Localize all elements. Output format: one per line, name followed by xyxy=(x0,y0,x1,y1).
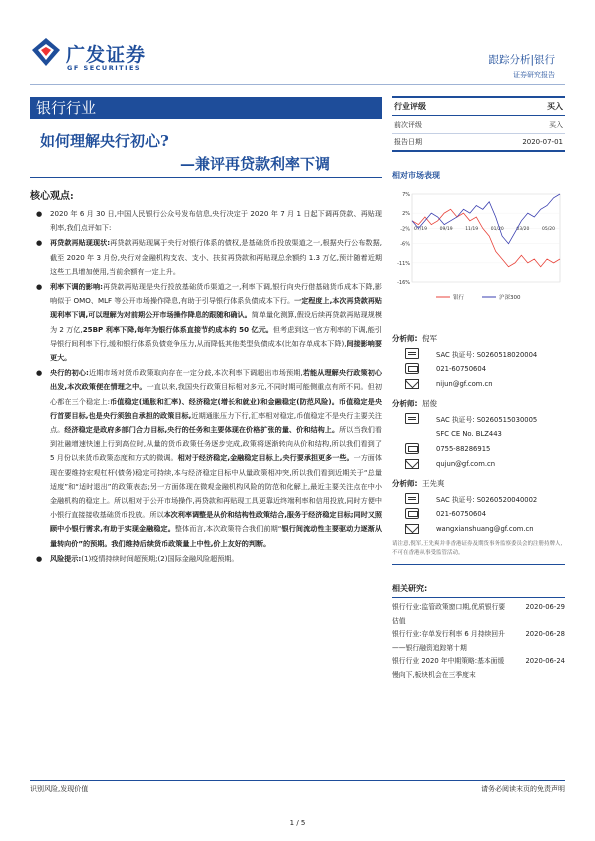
legend-label: 银行 xyxy=(453,295,465,301)
analyst-head xyxy=(392,475,565,491)
id-card-icon xyxy=(402,493,422,505)
mail-icon xyxy=(402,523,422,535)
x-tick-label: 07/19 xyxy=(414,226,427,232)
x-tick-label: 05/20 xyxy=(542,226,555,232)
paragraph-text: 简单量化测算,假设后续再贷款再贴现规模为 2 万亿, xyxy=(50,310,382,334)
paragraph-text: 再贷款再贴现属于央行对银行体系的债权,是基础货币投放渠道之一,根据央行公布数据,截至 2020 年 3 月份,央行对金融机构支农、支小、扶贫再贷款和再贴现总余额约 1.3 万亿,预计随着近期这些工具增加使用,当前余额有一定上升。 xyxy=(50,238,382,276)
paragraph-text: 近期通胀压力下行,汇率相对稳定,币值稳定不是央行主要关注点。 xyxy=(50,410,382,435)
mail-icon xyxy=(402,458,422,470)
related-title: 相关研究: xyxy=(392,583,565,598)
analyst-sac-line xyxy=(392,491,565,506)
phone-icon xyxy=(402,443,422,455)
analyst-email[interactable]: nijun@gf.com.cn xyxy=(436,379,493,388)
analyst-email[interactable]: qujun@gf.com.cn xyxy=(436,459,496,468)
analyst-phone-line xyxy=(392,441,565,456)
rating-row xyxy=(392,116,565,134)
analyst-block xyxy=(392,395,565,471)
analyst-sac-line xyxy=(392,346,565,361)
paragraph-text: 一方面体现在要维持宏观杠杆(债务)稳定可持续,本与经济稳定目标中从量政策相冲突,所以我们看到近期关于“总量适度”和“适时退出”的政策表态;另一方面体现在微观金融机构风险的防范和化解上,最近主要关注点在中小金融机构的稳定上。所以相对于公开市场操作,再贷款和再贴现工具更靠近终端利率和信用投放,同时方便中小银行直接接收基础货币投放。所以 xyxy=(50,453,383,520)
report-type: 跟踪分析|银行 xyxy=(488,54,555,66)
y-tick-label: -2% xyxy=(400,226,410,233)
analyst-phone[interactable]: 0755-88286915 xyxy=(436,444,491,453)
chart-title: 相对市场表现 xyxy=(392,171,440,180)
related-item[interactable] xyxy=(392,601,565,628)
legend-label: 沪深300 xyxy=(499,295,521,301)
rating-row xyxy=(392,134,565,152)
paragraph-text: 一直以来,我国央行政策目标相对多元,不同时期可能侧重点有所不同。但初心都在三个稳定上: xyxy=(50,382,382,406)
paragraph-text: 再贷款再贴现是央行投放基础货币渠道之一,利率下调,银行向央行借基础货币成本下降,影响似于 OMO、MLF 等公开市场操作降息,有助于引导银行体系负债成本下行。 xyxy=(50,282,383,306)
x-tick-label: 11/19 xyxy=(465,226,479,232)
relative-performance-chart xyxy=(392,188,565,308)
related-item[interactable] xyxy=(392,628,565,655)
paragraph-text: (1)疫情持续时间超预期;(2)国际金融风险超预期。 xyxy=(81,553,239,563)
paragraph-text: 所以当我们看到社融增速快速上行到高位时,从量的货币政策任务逐步完成,政策将逐渐转向从价和结构,所以我们看到了 5 月份以来货币政策态度和方式的微调。 xyxy=(50,425,383,463)
paragraph-text: 整体而言,本次政策符合我们前期“ xyxy=(174,524,282,534)
paragraph-text: 近期市场对货币政策取向存在一定分歧,本次利率下调超出市场预期, xyxy=(88,368,303,378)
rating-label: 报告日期 xyxy=(394,138,422,146)
analyst-name: 倪军 xyxy=(422,333,437,343)
phone-icon xyxy=(402,363,422,375)
y-tick-label: -16% xyxy=(397,280,410,286)
footer-divider xyxy=(30,780,565,781)
id-card-icon xyxy=(402,413,422,425)
rating-value: 买入 xyxy=(549,120,563,129)
paragraph xyxy=(30,280,382,365)
page-number: 1 / 5 xyxy=(289,819,306,827)
rating-label: 前次评级 xyxy=(394,120,422,129)
bullet-icon: ● xyxy=(36,553,43,563)
footer-slogan: 识别风险,发现价值 xyxy=(30,785,89,793)
analyst-phone[interactable]: 021-60750604 xyxy=(436,509,487,518)
related-text: 银行行业:存单发行利率 6 月持续回升——银行融资追踪第十期 xyxy=(392,630,505,652)
x-tick-label: 09/19 xyxy=(439,226,453,232)
related-text: 银行行业:监管政策窗口期,优质银行要估值 xyxy=(392,603,506,625)
bullet-icon: ● xyxy=(36,282,43,292)
analyst-phone[interactable]: 021-60750604 xyxy=(436,364,487,373)
related-date: 2020-06-29 xyxy=(525,603,565,611)
series-line xyxy=(412,209,560,266)
paragraph-bold: 经济稳定是政府多部门合力目标,央行的任务和主要体现在价格扩张的量、价和结构上。 xyxy=(64,425,340,435)
analyst-head xyxy=(392,330,565,346)
main-title: 如何理解央行初心? xyxy=(40,132,169,150)
paragraph-lead: 再贷款再贴现现状: xyxy=(50,238,111,248)
related-list xyxy=(392,601,565,682)
title-divider xyxy=(30,177,382,178)
analyst-email[interactable]: wangxianshuang@gf.com.cn xyxy=(436,524,534,533)
analyst-email-line xyxy=(392,376,565,391)
related-date: 2020-06-28 xyxy=(525,630,565,638)
rating-table xyxy=(392,96,565,152)
x-tick-label: 03/20 xyxy=(516,226,530,232)
analyst-sac: SAC 执证号: S0260518020004 xyxy=(436,350,538,359)
plot-frame xyxy=(412,194,560,282)
paragraph-lead: 央行的初心: xyxy=(50,368,89,378)
y-tick-label: 2% xyxy=(402,211,410,218)
related-date: 2020-06-24 xyxy=(525,657,565,665)
paragraph xyxy=(30,236,382,279)
y-tick-label: -11% xyxy=(397,260,410,267)
related-item[interactable] xyxy=(392,655,565,682)
paragraph-bold: 本次利率调整是从价和结构性政策结合,服务于经济稳定目标;同时又照顾中小银行需求,有助于实现金融稳定。 xyxy=(50,510,383,534)
industry-title: 银行行业 xyxy=(30,97,382,119)
analyst-phone-line xyxy=(392,361,565,376)
bullet-icon: ● xyxy=(36,368,43,378)
analyst-name: 屈俊 xyxy=(422,398,437,408)
sub-title: —兼评再贷款利率下调 xyxy=(180,155,331,173)
id-card-icon xyxy=(402,348,422,360)
series-line xyxy=(412,194,560,244)
analyst-email-line xyxy=(392,521,565,536)
phone-icon xyxy=(402,508,422,520)
analyst-note: 请注意,倪军,王先爽并非香港证券及期货事务监察委员会的注册持牌人,不可在香港从事受监管活动。 xyxy=(392,541,563,556)
analyst-head xyxy=(392,395,565,411)
analyst-sac-line xyxy=(392,411,565,426)
paragraph xyxy=(30,207,382,235)
bullet-icon: ● xyxy=(36,238,43,248)
paragraph-bold: 币值稳定(通胀和汇率)、经济稳定(增长和就业)和金融稳定(防范风险)。币值稳定是央行首要目标,也是央行须独自承担的政策目标, xyxy=(50,396,383,420)
analyst-label: 分析师: xyxy=(392,333,418,343)
paragraph-bold: 一定程度上,本次再贷款再贴现利率下调,可以理解为对前期公开市场操作降息的跟随和确认。 xyxy=(50,296,382,320)
paragraph-text: 但考虑到这一官方利率的下调,能引导银行间利率下行,缓和银行体系负债竞争压力,从而降低其他类型负债成本(比如存单成本下降), xyxy=(50,324,382,348)
analyst-sfc-line xyxy=(392,426,565,441)
analyst-name: 王先爽 xyxy=(422,478,445,488)
analyst-list xyxy=(392,330,565,565)
body-text xyxy=(30,207,382,567)
analyst-sac: SAC 执证号: S0260515030005 xyxy=(436,415,538,424)
analyst-block xyxy=(392,475,565,536)
x-tick-label: 01/20 xyxy=(490,226,504,232)
report-category: 证券研究报告 xyxy=(513,71,555,79)
logo-english: GF SECURITIES xyxy=(67,64,142,72)
analyst-phone-line xyxy=(392,506,565,521)
logo-text: 广发证券 xyxy=(66,44,147,66)
analyst-block xyxy=(392,330,565,391)
paragraph-text: 2020 年 6 月 30 日,中国人民银行公众号发布信息,央行决定于 2020 年 7 月 1 日起下调再贷款、再贴现利率,我们点评如下: xyxy=(50,209,382,233)
y-tick-label: 7% xyxy=(402,192,410,198)
paragraph xyxy=(30,366,382,551)
analyst-email-line xyxy=(392,456,565,471)
paragraph-lead: 风险提示: xyxy=(50,553,82,563)
rating-value: 2020-07-01 xyxy=(522,138,563,146)
y-tick-label: -6% xyxy=(400,241,410,248)
paragraph-bold: 间接影响要更大。 xyxy=(50,338,383,363)
bullet-icon: ● xyxy=(36,209,43,218)
related-text: 银行行业 2020 年中期策略:基本面缓慢向下,板块机会在三季度末 xyxy=(392,657,505,679)
paragraph-lead: 利率下调的影响: xyxy=(50,282,103,292)
analyst-label: 分析师: xyxy=(392,398,418,408)
analyst-label: 分析师: xyxy=(392,478,418,488)
paragraph-bold: 银行间流动性主要驱动力逐渐从量转向价”的预期。我们维持后续货币政策量上中性,价上友好的判断。 xyxy=(50,524,382,548)
paragraph-bold: 相对于经济稳定,金融稳定目标上,央行要承担更多一些。 xyxy=(177,453,354,463)
rating-head-row xyxy=(392,96,565,116)
rating-head-value: 买入 xyxy=(547,102,563,111)
analyst-sfc: SFC CE No. BLZ443 xyxy=(436,429,502,438)
header-divider xyxy=(30,84,565,85)
paragraph xyxy=(30,552,382,566)
paragraph-bold: 若能从理解央行政策初心出发,本次政策便在情理之中。 xyxy=(50,368,383,392)
mail-icon xyxy=(402,378,422,390)
rating-head-label: 行业评级 xyxy=(394,102,426,111)
analyst-divider xyxy=(392,564,565,565)
gf-logo-icon xyxy=(30,36,62,68)
paragraph-bold: 25BP 利率下降,每年为银行体系直接节约成本约 50 亿元。 xyxy=(82,324,273,334)
footer-disclaimer: 请务必阅读末页的免责声明 xyxy=(481,785,565,793)
core-heading: 核心观点: xyxy=(30,191,74,202)
analyst-sac: SAC 执证号: S0260520040002 xyxy=(436,495,538,504)
